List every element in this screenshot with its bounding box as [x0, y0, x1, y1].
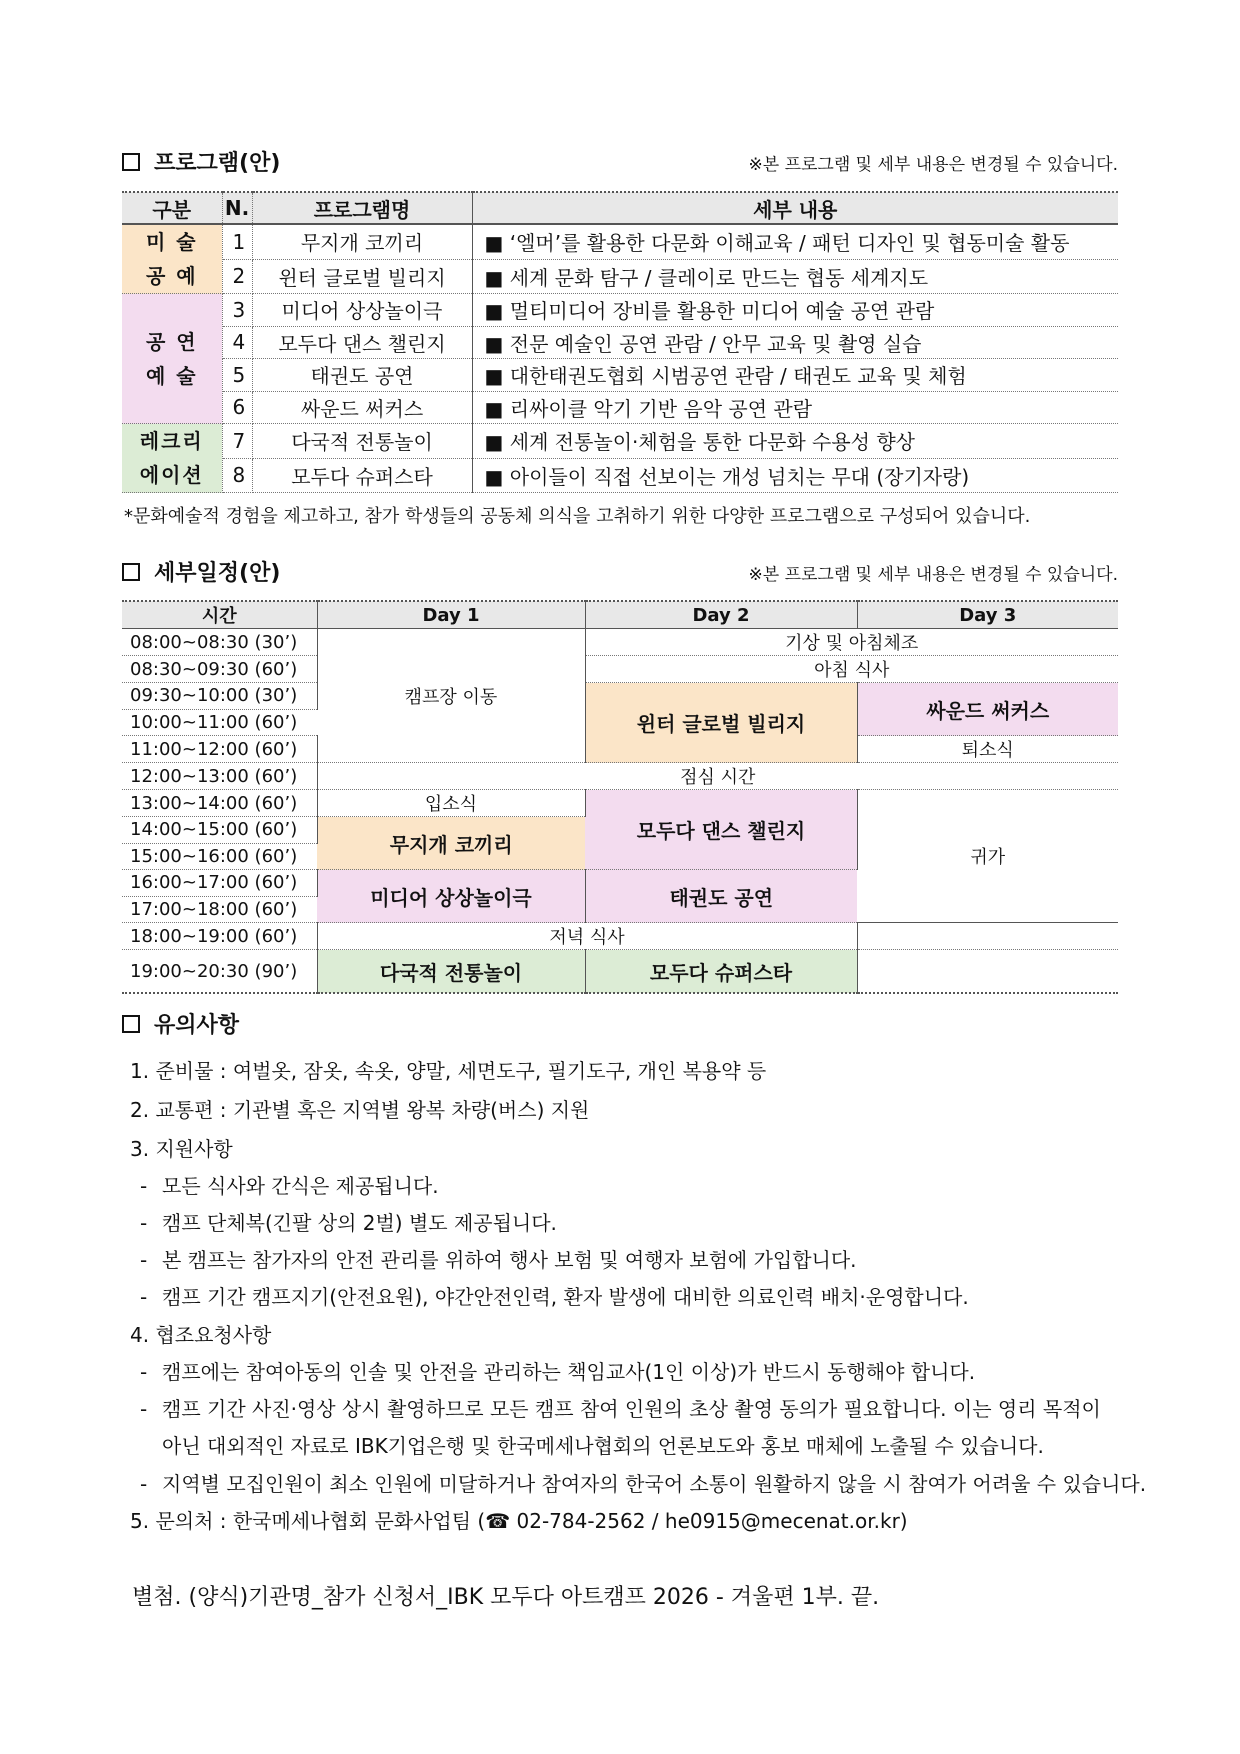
header-time: 시간: [122, 601, 317, 629]
checkbox-square-icon: [122, 1015, 140, 1033]
program-name: 윈터 글로벌 빌리지: [252, 259, 472, 294]
time-slot: 19:00~20:30 (90’): [122, 950, 317, 994]
time-slot: 18:00~19:00 (60’): [122, 923, 317, 950]
program-detail: ■ 전문 예술인 공연 관람 / 안무 교육 및 촬영 실습: [472, 326, 1118, 359]
table-row: [122, 259, 1118, 294]
table-row: [122, 224, 1118, 259]
cell-empty: [857, 950, 1118, 994]
time-slot: 08:30~09:30 (60’): [122, 656, 317, 683]
header-detail: 세부 내용: [472, 192, 1118, 224]
row-number: 6: [222, 391, 252, 424]
time-slot: 13:00~14:00 (60’): [122, 790, 317, 817]
table-row: [122, 790, 1118, 817]
cell-media-play: 미디어 상상놀이극: [317, 870, 585, 923]
note-coop-title: 4. 협조요청사항: [130, 1323, 272, 1347]
program-name: 싸운드 써커스: [252, 391, 472, 424]
cell-taekwondo: 태권도 공연: [585, 870, 857, 923]
time-slot: 14:00~15:00 (60’): [122, 817, 317, 844]
program-detail: ■ 대한태권도협회 시범공연 관람 / 태권도 교육 및 체험: [472, 359, 1118, 392]
program-name: 태권도 공연: [252, 359, 472, 392]
table-row: [122, 326, 1118, 359]
phone-icon: ☎: [485, 1509, 511, 1533]
cell-move: 캠프장 이동: [317, 629, 585, 763]
table-row: [122, 424, 1118, 459]
note-prep: 1. 준비물 : 여벌옷, 잠옷, 속옷, 양말, 세면도구, 필기도구, 개인 복용약 등: [130, 1059, 767, 1083]
table-header-row: [122, 192, 1118, 224]
cell-sound-circus: 싸운드 써커스: [857, 683, 1118, 736]
note-coop-2b: 아닌 대외적인 자료로 IBK기업은행 및 한국메세나협회의 언론보도와 홍보 매체에 노출될 수 있습니다.: [162, 1434, 1044, 1458]
header-day1: Day 1: [317, 601, 585, 629]
category-recreation: 레크리 에이션: [122, 424, 222, 493]
schedule-note: ※본 프로그램 및 세부 내용은 변경될 수 있습니다.: [748, 565, 1118, 585]
program-detail: ■ 세계 문화 탐구 / 클레이로 만드는 협동 세계지도: [472, 259, 1118, 294]
row-number: 4: [222, 326, 252, 359]
table-row: [122, 683, 1118, 710]
row-number: 2: [222, 259, 252, 294]
header-number: N.: [222, 192, 252, 224]
cell-lunch: 점심 시간: [317, 763, 1118, 790]
time-slot: 11:00~12:00 (60’): [122, 736, 317, 763]
checkbox-square-icon: [122, 563, 140, 581]
note-contact: 5. 문의처 : 한국메세나협회 문화사업팀 (☎ 02-784-2562 / he0915@mecenat.or.kr): [130, 1509, 908, 1533]
program-name: 다국적 전통놀이: [252, 424, 472, 459]
notes-heading: 유의사항: [122, 1008, 239, 1039]
header-category: 구분: [122, 192, 222, 224]
cell-traditional-games: 다국적 전통놀이: [317, 950, 585, 994]
row-number: 3: [222, 294, 252, 327]
time-slot: 15:00~16:00 (60’): [122, 843, 317, 870]
table-row: [122, 656, 1118, 683]
table-row: [122, 359, 1118, 392]
cell-rainbow-elephant: 무지개 코끼리: [317, 817, 585, 870]
cell-closing: 퇴소식: [857, 736, 1118, 763]
note-support-4: - 캠프 기간 캠프지기(안전요원), 야간안전인력, 환자 발생에 대비한 의료인력 배치·운영합니다.: [140, 1285, 969, 1309]
table-row: [122, 629, 1118, 656]
table-row: [122, 763, 1118, 790]
row-number: 8: [222, 458, 252, 493]
table-row: [122, 923, 1118, 950]
row-number: 5: [222, 359, 252, 392]
program-heading: 프로그램(안): [122, 146, 280, 177]
time-slot: 09:30~10:00 (30’): [122, 683, 317, 710]
cell-winter-village: 윈터 글로벌 빌리지: [585, 683, 857, 763]
header-day2: Day 2: [585, 601, 857, 629]
header-day3: Day 3: [857, 601, 1118, 629]
cell-breakfast: 아침 식사: [585, 656, 1118, 683]
cell-home: 귀가: [857, 790, 1118, 923]
program-detail: ■ 세계 전통놀이·체험을 통한 다문화 수용성 향상: [472, 424, 1118, 459]
program-footnote: *문화예술적 경험을 제고하고, 참가 학생들의 공동체 의식을 고취하기 위한 다양한 프로그램으로 구성되어 있습니다.: [124, 506, 1031, 527]
program-note: ※본 프로그램 및 세부 내용은 변경될 수 있습니다.: [748, 155, 1118, 175]
note-support-3: - 본 캠프는 참가자의 안전 관리를 위하여 행사 보험 및 여행자 보험에 가입합니다.: [140, 1248, 857, 1272]
time-slot: 16:00~17:00 (60’): [122, 870, 317, 897]
note-support-1: - 모든 식사와 간식은 제공됩니다.: [140, 1174, 439, 1198]
time-slot: 08:00~08:30 (30’): [122, 629, 317, 656]
note-support-title: 3. 지원사항: [130, 1137, 233, 1161]
time-slot: 10:00~11:00 (60’): [122, 709, 317, 736]
program-detail: ■ 아이들이 직접 선보이는 개성 넘치는 무대 (장기자랑): [472, 458, 1118, 493]
row-number: 7: [222, 424, 252, 459]
program-name: 무지개 코끼리: [252, 224, 472, 259]
program-table: [122, 191, 1118, 493]
program-name: 모두다 댄스 챌린지: [252, 326, 472, 359]
table-row: [122, 458, 1118, 493]
cell-dinner: 저녁 식사: [317, 923, 857, 950]
category-performance: 공 연 예 술: [122, 294, 222, 424]
note-coop-3: - 지역별 모집인원이 최소 인원에 미달하거나 참여자의 한국어 소통이 원활하지 않을 시 참여가 어려울 수 있습니다.: [140, 1472, 1147, 1496]
note-transport: 2. 교통편 : 기관별 혹은 지역별 왕복 차량(버스) 지원: [130, 1098, 590, 1122]
program-name: 모두다 슈퍼스타: [252, 458, 472, 493]
attachment-line: 별첨. (양식)기관명_참가 신청서_IBK 모두다 아트캠프 2026 - 겨울편 1부. 끝.: [132, 1585, 880, 1610]
table-row: [122, 294, 1118, 327]
program-detail: ■ ‘엘머’를 활용한 다문화 이해교육 / 패턴 디자인 및 협동미술 활동: [472, 224, 1118, 259]
cell-empty: [857, 923, 1118, 950]
time-slot: 17:00~18:00 (60’): [122, 896, 317, 923]
table-row: [122, 950, 1118, 994]
checkbox-square-icon: [122, 153, 140, 171]
schedule-table: [122, 600, 1118, 994]
cell-wakeup: 기상 및 아침체조: [585, 629, 1118, 656]
header-name: 프로그램명: [252, 192, 472, 224]
program-detail: ■ 멀티미디어 장비를 활용한 미디어 예술 공연 관람: [472, 294, 1118, 327]
note-coop-2a: - 캠프 기간 사진·영상 상시 촬영하므로 모든 캠프 참여 인원의 초상 촬영 동의가 필요합니다. 이는 영리 목적이: [140, 1397, 1101, 1421]
note-coop-1: - 캠프에는 참여아동의 인솔 및 안전을 관리하는 책임교사(1인 이상)가 반드시 동행해야 합니다.: [140, 1360, 976, 1384]
time-slot: 12:00~13:00 (60’): [122, 763, 317, 790]
program-detail: ■ 리싸이클 악기 기반 음악 공연 관람: [472, 391, 1118, 424]
row-number: 1: [222, 224, 252, 259]
cell-opening: 입소식: [317, 790, 585, 817]
table-header-row: [122, 601, 1118, 629]
cell-dance-challenge: 모두다 댄스 챌린지: [585, 790, 857, 870]
program-name: 미디어 상상놀이극: [252, 294, 472, 327]
note-support-2: - 캠프 단체복(긴팔 상의 2벌) 별도 제공됩니다.: [140, 1211, 557, 1235]
table-row: [122, 391, 1118, 424]
category-art: 미 술 공 예: [122, 224, 222, 294]
cell-superstar: 모두다 슈퍼스타: [585, 950, 857, 994]
schedule-heading: 세부일정(안): [122, 556, 280, 587]
